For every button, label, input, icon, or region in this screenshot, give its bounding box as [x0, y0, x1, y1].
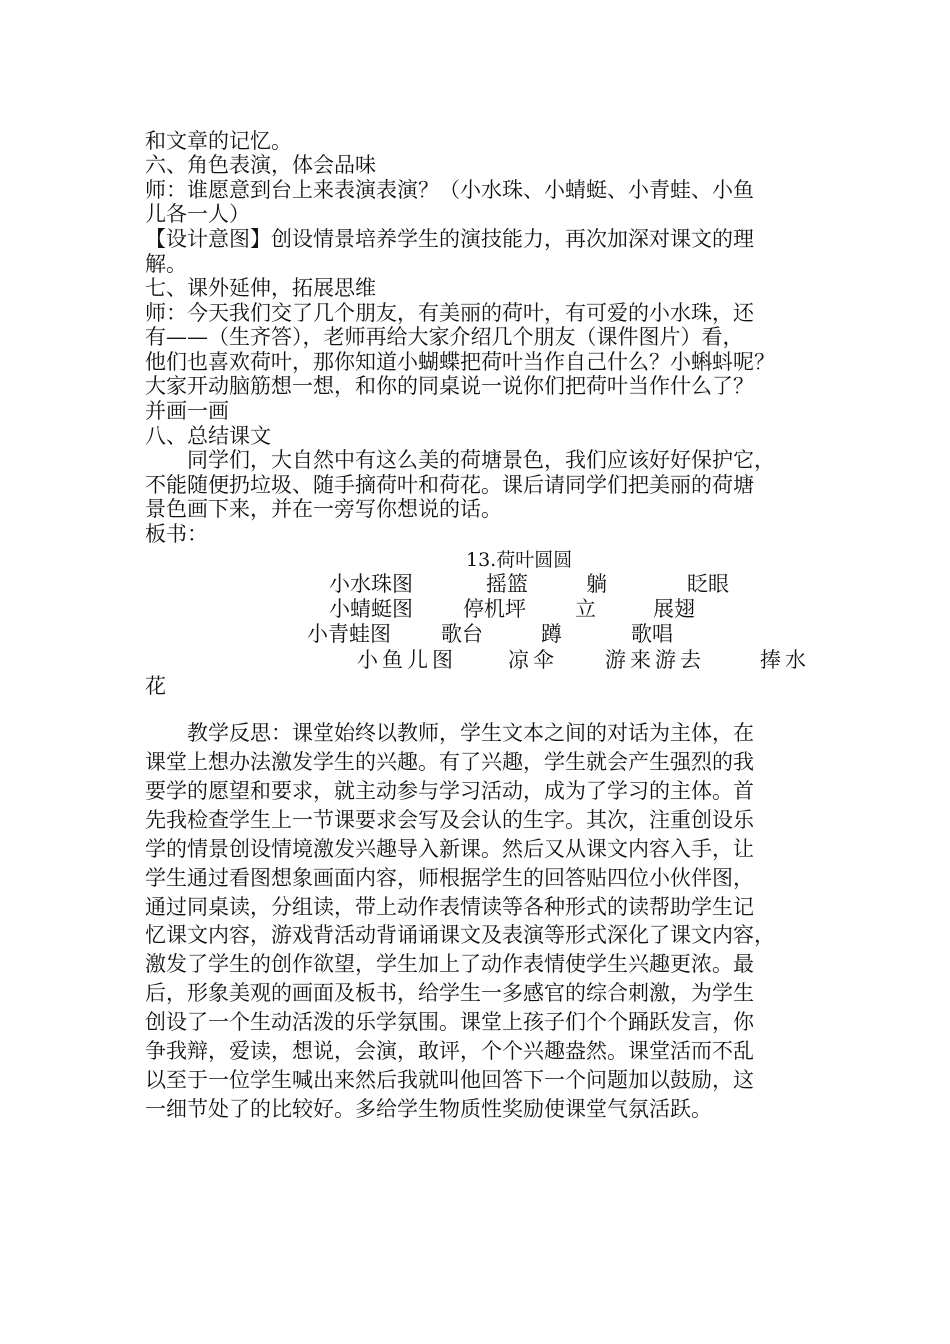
text-line: 他们也喜欢荷叶，那你知道小蝴蝶把荷叶当作自己什么？小蝌蚪呢？ [145, 350, 775, 374]
reflection-line: 以至于一位学生喊出来然后我就叫他回答下一个问题加以鼓励，这 [145, 1068, 754, 1092]
board-cell: 捧水 [760, 648, 810, 672]
reflection-line: 先我检查学生上一节课要求会写及会认的生字。其次，注重创设乐 [145, 808, 754, 832]
text-line: 并画一画 [145, 399, 229, 423]
reflection-line: 学生通过看图想象画面内容，师根据学生的回答贴四位小伙伴图， [145, 866, 754, 890]
section-heading: 六、角色表演，体会品味 [145, 153, 376, 177]
reflection-line: 课堂上想办法激发学生的兴趣。有了兴趣，学生就会产生强烈的我 [145, 750, 754, 774]
section-heading: 八、总结课文 [145, 424, 271, 448]
board-cell: 小水珠图 [329, 572, 413, 596]
board-cell: 摇篮 [486, 572, 528, 596]
board-title: 13.荷叶圆圆 [466, 549, 573, 571]
reflection-line: 通过同桌读，分组读，带上动作表情读等各种形式的读帮助学生记 [145, 895, 754, 919]
board-cell: 立 [575, 597, 596, 621]
text-line: 解。 [145, 252, 187, 276]
reflection-line: 创设了一个生动活泼的乐学氛围。课堂上孩子们个个踊跃发言，你 [145, 1010, 754, 1034]
board-cell: 小鱼儿图 [357, 648, 457, 672]
board-wrap-text: 花 [145, 674, 166, 698]
text-line: 儿各一人） [145, 202, 250, 226]
reflection-line: 要学的愿望和要求，就主动参与学习活动，成为了学习的主体。首 [145, 779, 754, 803]
text-line: 和文章的记忆。 [145, 129, 292, 153]
reflection-line: 争我辩，爱读，想说，会演，敢评，个个兴趣盎然。课堂活而不乱 [145, 1039, 754, 1063]
board-cell: 小青蛙图 [307, 622, 391, 646]
board-cell: 游来游去 [605, 648, 705, 672]
text-line: 不能随便扔垃圾、随手摘荷叶和荷花。课后请同学们把美丽的荷塘 [145, 473, 754, 497]
board-cell: 歌台 [441, 622, 483, 646]
board-cell: 停机坪 [463, 597, 526, 621]
reflection-line: 学的情景创设情境激发兴趣导入新课。然后又从课文内容入手，让 [145, 837, 754, 861]
reflection-line: 后，形象美观的画面及板书，给学生一多感官的综合刺激，为学生 [145, 981, 754, 1005]
board-cell: 躺 [586, 572, 607, 596]
text-line: 师：今天我们交了几个朋友，有美丽的荷叶，有可爱的小水珠，还 [145, 301, 754, 325]
board-cell: 凉伞 [508, 648, 558, 672]
board-cell: 蹲 [541, 622, 562, 646]
board-cell: 展翅 [653, 597, 695, 621]
reflection-line: 激发了学生的创作欲望，学生加上了动作表情使学生兴趣更浓。最 [145, 952, 754, 976]
section-heading: 七、课外延伸，拓展思维 [145, 276, 376, 300]
text-line: 同学们，大自然中有这么美的荷塘景色，我们应该好好保护它， [187, 448, 775, 472]
text-line: 【设计意图】创设情景培养学生的演技能力，再次加深对课文的理 [145, 227, 754, 251]
text-line: 有——（生齐答），老师再给大家介绍几个朋友（课件图片）看， [145, 325, 744, 349]
board-cell: 小蜻蜓图 [329, 597, 413, 621]
reflection-line: 教学反思：课堂始终以教师，学生文本之间的对话为主体，在 [187, 721, 754, 745]
reflection-line: 忆课文内容，游戏背活动背诵诵课文及表演等形式深化了课文内容， [145, 923, 775, 947]
board-cell: 眨眼 [687, 572, 729, 596]
text-line: 景色画下来，并在一旁写你想说的话。 [145, 497, 502, 521]
reflection-line: 一细节处了的比较好。多给学生物质性奖励使课堂气氛活跃。 [145, 1097, 712, 1121]
board-label: 板书： [145, 522, 208, 546]
text-line: 大家开动脑筋想一想，和你的同桌说一说你们把荷叶当作什么了？ [145, 374, 754, 398]
board-cell: 歌唱 [631, 622, 673, 646]
text-line: 师：谁愿意到台上来表演表演？（小水珠、小蜻蜓、小青蛙、小鱼 [145, 178, 754, 202]
